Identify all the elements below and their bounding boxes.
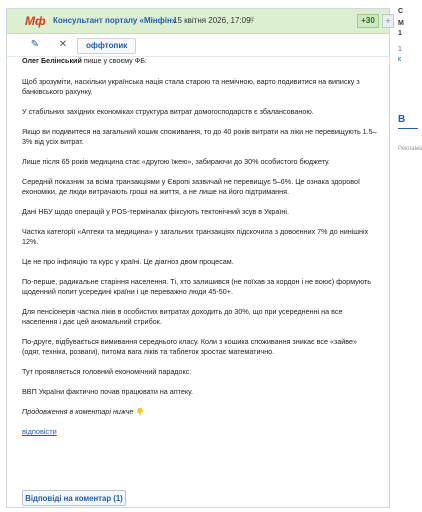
quote-author: Олег Белінський <box>22 56 82 65</box>
comment-date: 15 квітня 2026, 17:09 <box>173 16 251 25</box>
right-sidebar <box>396 0 420 512</box>
paragraph: Для пенсіонерів частка ліків в особистих витратах доходить до 30%, що при усередненні на все населення і дає цей аномальний стрибок. <box>22 307 343 326</box>
permalink-hash[interactable]: # <box>249 15 255 25</box>
paragraph: Щоб зрозуміти, наскільки українська нація стала старою та немічною, варто подивитися на виписку з банківського рахунку. <box>22 77 360 96</box>
comment-header <box>7 9 389 34</box>
paragraph: По-друге, відбувається вимивання середнього класу. Коли з кошика споживання зникає все «зайве» (одяг, техніка, розваги), питома вага ліків та таблеток зростає математично. <box>22 337 358 356</box>
edit-icon[interactable]: ✎ <box>30 39 40 50</box>
quote-intro-text: пише у своєму ФБ: <box>81 56 147 65</box>
sidebar-item[interactable]: В <box>398 114 406 125</box>
ad-label: Реклама <box>398 146 422 152</box>
paragraph: Дані НБУ щодо операцій у POS-терміналах фіксують тектонічний зсув в Україні. <box>22 207 289 216</box>
sidebar-item: 1 <box>398 46 402 53</box>
sidebar-item[interactable]: к <box>398 56 402 63</box>
sidebar-item[interactable]: М <box>398 20 404 27</box>
offtopic-button[interactable]: оффтопик <box>77 38 136 54</box>
close-icon[interactable]: ✕ <box>58 39 68 50</box>
minfin-logo[interactable]: Мф <box>25 14 46 28</box>
paragraph: ВВП України фактично почав працювати на аптеку. <box>22 387 193 396</box>
paragraph: Тут проявляється головний економічний парадокс. <box>22 367 192 376</box>
paragraph: По-перше, радикальне старіння населення. Ті, хто залишився (не поїхав за кордон і не воює) формують щоденний попит усередині країни і це переважно люди 45-50+. <box>22 277 371 296</box>
comment-toolbar <box>7 34 389 57</box>
paragraph: Частка категорії «Аптеки та медицина» у загальних транзакціях підскочила з довоєнних 7% до нинішніх 12%. <box>22 227 369 246</box>
author-link[interactable]: Консультант порталу «Мінфін» <box>53 16 177 25</box>
vote-count: +30 <box>357 14 379 28</box>
upvote-button[interactable]: + <box>382 14 394 28</box>
paragraph: Середній показник за всіма транзакціями у Європі зазвичай не перевищує 5–6%. Це ознака здорової економіки, де люди витрачають гроші на життя, а не лише на його підтримання. <box>22 177 361 196</box>
reply-link[interactable]: відповісти <box>22 427 57 436</box>
sidebar-underline <box>398 128 418 129</box>
paragraph: У стабільних західних економіках структура витрат домогосподарств є збалансованою. <box>22 107 314 116</box>
comment-body <box>22 56 377 437</box>
replies-button[interactable]: Відповіді на коментар (1) <box>22 490 126 506</box>
sidebar-item[interactable]: С <box>398 8 404 15</box>
paragraph: Якщо ви подивитеся на загальний кошик споживання, то до 40 років витрати на ліки не перевищують 1.5–3% від усіх витрат. <box>22 127 377 146</box>
paragraph: Лише після 65 років медицина стає «другою їжею», забираючи до 30% особистого бюджету. <box>22 157 330 166</box>
continued-note: Продовження в коментарі нижче 👇 <box>22 407 145 416</box>
sidebar-item[interactable]: 1 <box>398 30 402 37</box>
paragraph: Це не про інфляцію та курс у країні. Це діагноз двом процесам. <box>22 257 234 266</box>
quote-intro <box>22 56 377 66</box>
